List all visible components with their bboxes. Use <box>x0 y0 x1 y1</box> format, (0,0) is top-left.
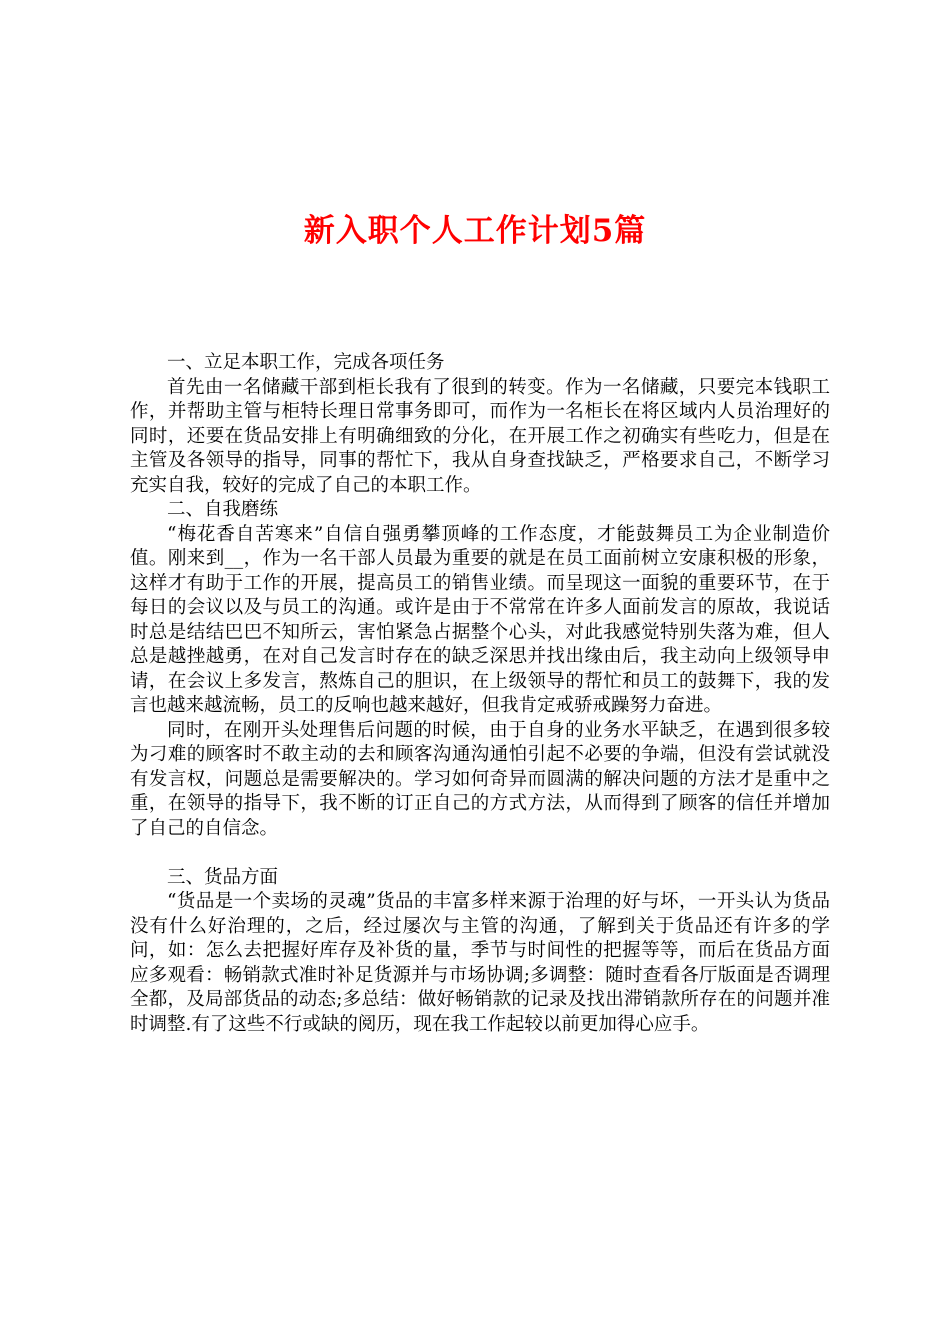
body-paragraph: “货品是一个卖场的灵魂”货品的丰富多样来源于治理的好与坏，一开头认为货品没有什么好治理的，之后，经过屡次与主管的沟通，了解到关于货品还有许多的学问，如：怎么去把握好库存及补货的量，季节与时间性的把握等等，而后在货品方面应多观看：畅销款式准时补足货源并与市场协调;多调整：随时查看各厅版面是否调理全都，及局部货品的动态;多总结：做好畅销款的记录及找出滞销款所存在的问题并准时调整.有了这些不行或缺的阅历，现在我工作起较以前更加得心应手。 <box>130 891 830 1035</box>
body-paragraph: 同时，在刚开头处理售后问题的时候，由于自身的业务水平缺乏，在遇到很多较为刁难的顾客时不敢主动的去和顾客沟通沟通怕引起不必要的争端，但没有尝试就没有发言权，问题总是需要解决的。学习如何奇异而圆满的解决问题的方法才是重中之重，在领导的指导下，我不断的订正自己的方式方法，从而得到了顾客的信任并增加了自己的自信念。 <box>130 719 830 839</box>
document-title: 新入职个人工作计划5篇 <box>303 213 647 249</box>
body-paragraph: “梅花香自苦寒来”自信自强勇攀顶峰的工作态度，才能鼓舞员工为企业制造价值。刚来到__，作为一名干部人员最为重要的就是在员工面前树立安康积极的形象，这样才有助于工作的开展，提高员工的销售业绩。而呈现这一面貌的重要环节，在于每日的会议以及与员工的沟通。或许是由于不常常在许多人面前发言的原故，我说话时总是结结巴巴不知所云，害怕紧急占据整个心头，对此我感觉特别失落为难，但人总是越挫越勇，在对自己发言时存在的缺乏深思并找出缘由后，我主动向上级领导申请，在会议上多发言，熬炼自己的胆识，在上级领导的帮忙和员工的鼓舞下，我的发言也越来越流畅，员工的反响也越来越好，但我肯定戒骄戒躁努力奋进。 <box>130 523 830 716</box>
body-paragraph: 首先由一名储藏干部到柜长我有了很到的转变。作为一名储藏，只要完本钱职工作，并帮助主管与柜特长理日常事务即可，而作为一名柜长在将区域内人员治理好的同时，还要在货品安排上有明确细致的分化，在开展工作之初确实有些吃力，但是在主管及各领导的指导，同事的帮忙下，我从自身查找缺乏，严格要求自己，不断学习充实自我，较好的完成了自己的本职工作。 <box>130 376 830 496</box>
document-body <box>130 351 830 1037</box>
section-heading: 一、立足本职工作，完成各项任务 <box>167 352 445 373</box>
section-heading: 三、货品方面 <box>167 866 279 888</box>
paragraph-gap <box>130 841 830 866</box>
section-heading: 二、自我磨练 <box>167 499 279 520</box>
